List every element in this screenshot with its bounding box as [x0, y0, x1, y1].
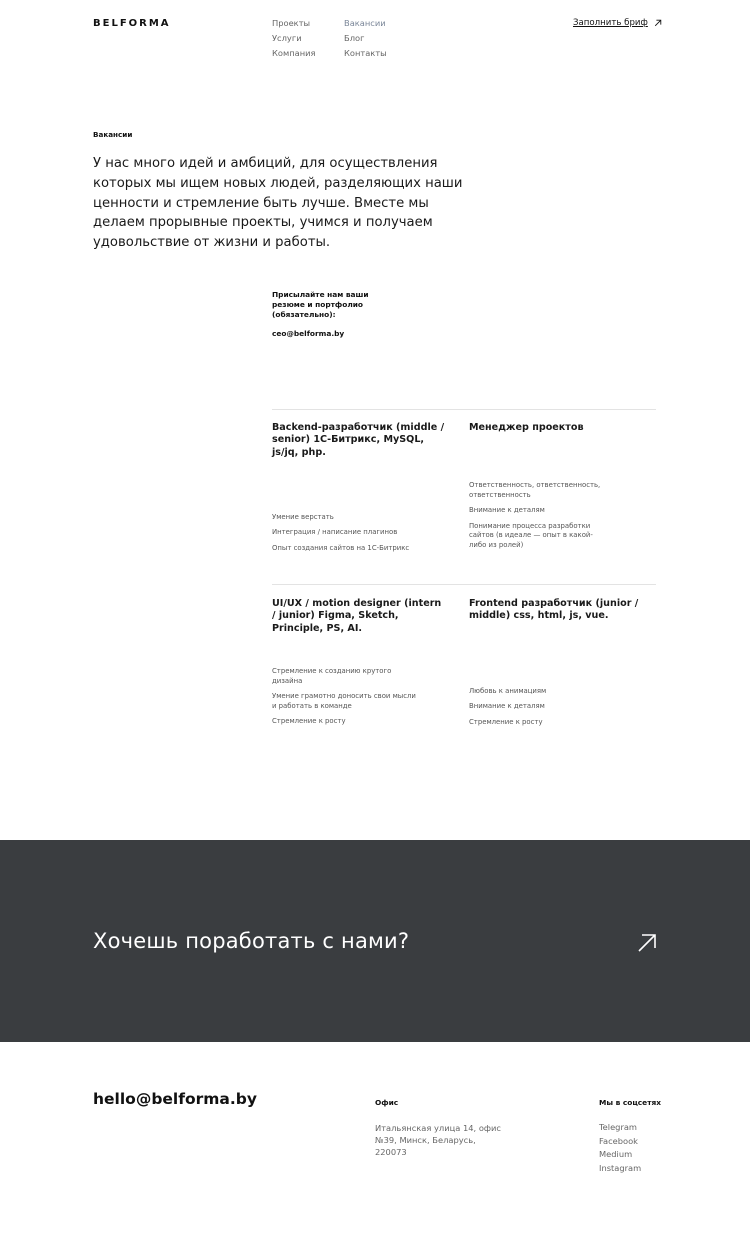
arrow-up-right-icon[interactable]	[637, 933, 657, 953]
job-project-manager[interactable]	[469, 422, 644, 562]
social-link-medium[interactable]: Medium	[599, 1149, 633, 1159]
job-title: UI/UX / motion designer (intern / junior) Figma, Sketch, Principle, PS, AI.	[272, 598, 442, 634]
requirement-item: Понимание процесса разработки сайтов (в идеале — опыт в какой-либо из ролей)	[469, 521, 593, 550]
arrow-up-right-icon	[654, 19, 662, 27]
send-resume-email-link[interactable]: ceo@belforma.by	[272, 329, 345, 338]
social-link-instagram[interactable]: Instagram	[599, 1162, 642, 1173]
footer-email-link[interactable]: hello@belforma.by	[93, 1090, 257, 1108]
requirement-item: Внимание к деталям	[469, 506, 545, 515]
job-title: Frontend разработчик (junior / middle) css, html, js, vue.	[469, 598, 639, 622]
cta-title: Хочешь поработать с нами?	[93, 929, 410, 953]
job-requirements	[272, 667, 417, 733]
divider	[272, 409, 656, 410]
nav-services[interactable]: Услуги	[272, 33, 302, 43]
social-label: Мы в соцсетях	[599, 1098, 661, 1107]
requirement-item: Стремление к росту	[469, 717, 543, 726]
nav-blog[interactable]: Блог	[344, 33, 365, 43]
office-address: Итальянская улица 14, офис №39, Минск, Беларусь, 220073	[375, 1123, 501, 1157]
social-links	[599, 1121, 641, 1175]
social-link-telegram[interactable]: Telegram	[599, 1122, 638, 1132]
requirement-item: Ответственность, ответственность, ответственность	[469, 481, 601, 499]
cta-banner[interactable]	[0, 840, 750, 1042]
divider	[272, 584, 656, 585]
job-requirements	[469, 687, 614, 733]
job-title: Backend-разработчик (middle / senior) 1С-Битрикс, MySQL, js/jq, php.	[272, 422, 445, 458]
job-requirements	[272, 513, 417, 559]
social-link-facebook[interactable]: Facebook	[599, 1135, 638, 1146]
job-backend[interactable]	[272, 422, 447, 562]
page-title: Вакансии	[93, 130, 133, 139]
requirement-item: Интеграция / написание плагинов	[272, 528, 398, 537]
requirement-item: Стремление к росту	[272, 717, 346, 726]
brief-button-label: Заполнить бриф	[573, 18, 648, 28]
job-ui-ux-designer[interactable]	[272, 598, 447, 738]
nav-vacancies[interactable]: Вакансии	[344, 18, 386, 28]
nav-company[interactable]: Компания	[272, 48, 316, 58]
nav-projects[interactable]: Проекты	[272, 18, 311, 28]
job-frontend[interactable]	[469, 598, 644, 738]
requirement-item: Внимание к деталям	[469, 702, 545, 711]
job-title: Менеджер проектов	[469, 422, 584, 433]
requirement-item: Стремление к созданию крутого дизайна	[272, 667, 392, 685]
requirement-item: Опыт создания сайтов на 1С-Битрикс	[272, 543, 410, 552]
office-label: Офис	[375, 1098, 399, 1107]
send-resume-text: Присылайте нам ваши резюме и портфолио (обязательно):	[272, 290, 369, 319]
intro-text: У нас много идей и амбиций, для осуществления которых мы ищем новых людей, разделяющих наши ценности и стремление быть лучше. Вместе мы делаем прорывные проекты, учимся и получаем удовольствие от жизни и работы.	[93, 156, 463, 251]
main-nav	[272, 18, 416, 59]
requirement-item: Умение грамотно доносить свои мысли и работать в команде	[272, 692, 416, 711]
brief-button[interactable]	[573, 18, 662, 28]
logo[interactable]: BELFORMA	[93, 18, 171, 29]
requirement-item: Умение верстать	[272, 513, 334, 521]
job-requirements	[469, 481, 609, 557]
requirement-item: Любовь к анимациям	[469, 687, 547, 695]
nav-contacts[interactable]: Контакты	[344, 48, 387, 58]
